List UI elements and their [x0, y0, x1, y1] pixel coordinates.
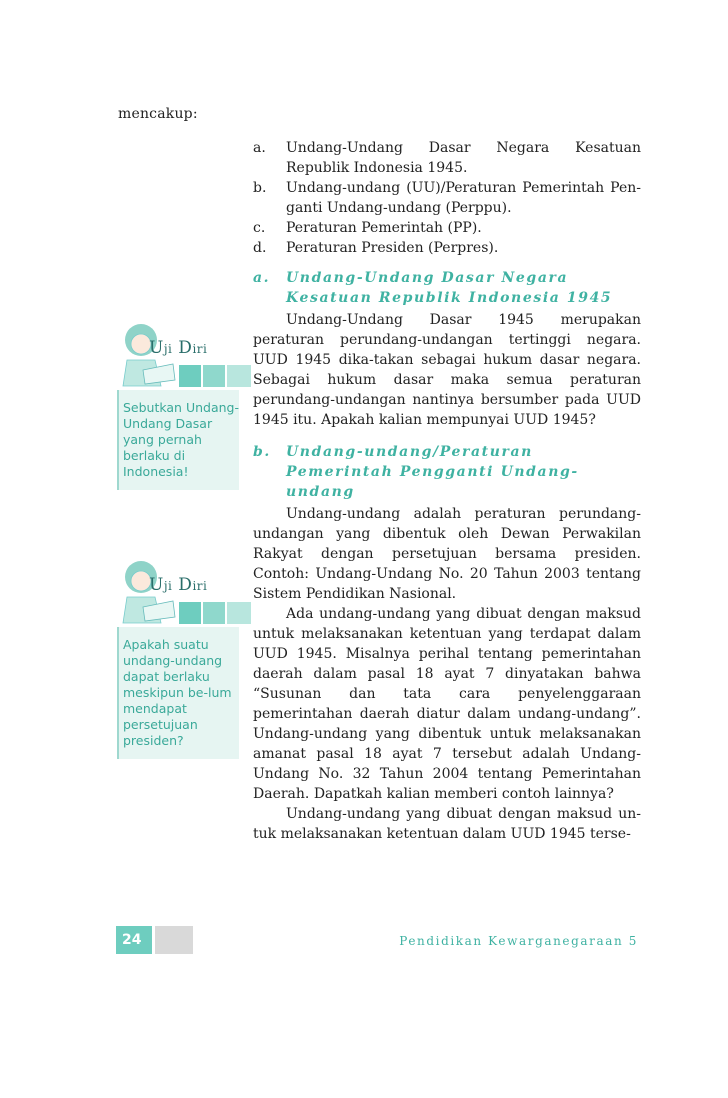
decor-bars: [179, 602, 251, 624]
uji-diri-title: Uji Diri: [149, 575, 208, 595]
section-b-paragraph-2: Ada undang-undang yang dibuat dengan maksud untuk melaksanakan ketentuan yang terdapat dalam UUD 1945. Misalnya perihal tentang pemerintahan daerah dalam pasal 18 ayat 7 dinyatakan bahwa “Susunan dan tata cara penyelenggaraan pemerintahan daerah diatur dalam undang-undang”. Undang-undang yang dibentuk untuk melaksanakan amanat pasal 18 ayat 7 tersebut adalah Undang-Undang No. 32 Tahun 2004 tentang Pemerintahan Daerah. Dapatkah kalian memberi contoh lainnya?: [253, 606, 641, 802]
uji-diri-question-box: [117, 627, 239, 759]
page-number: 24: [116, 926, 152, 954]
list-label: d.: [253, 240, 267, 256]
list-label: a.: [253, 140, 266, 156]
decor-bars: [179, 365, 251, 387]
book-title: Pendidikan Kewarganegaraan 5: [399, 934, 638, 948]
main-column: [253, 138, 641, 844]
intro-text: mencakup:: [118, 106, 198, 122]
uji-diri-question: Sebutkan Undang-Undang Dasar yang pernah berlaku di Indonesia!: [123, 400, 239, 479]
section-a-heading: [253, 268, 641, 308]
section-a-title: Undang-Undang Dasar Negara Kesatuan Republik Indonesia 1945: [286, 270, 613, 306]
uji-diri-question-box: [117, 390, 239, 490]
list-text: Undang-undang (UU)/Peraturan Pemerintah Pen-ganti Undang-undang (Perppu).: [286, 180, 641, 216]
list-text: Peraturan Pemerintah (PP).: [286, 220, 482, 236]
list-item: [253, 218, 641, 238]
list-text: Peraturan Presiden (Perpres).: [286, 240, 499, 256]
list-item: [253, 178, 641, 218]
section-b-paragraph-1: Undang-undang adalah peraturan perundang-undangan yang dibentuk oleh Dewan Perwakilan Rakyat dengan persetujuan bersama presiden. Contoh: Undang-Undang No. 20 Tahun 2003 tentang Sistem Pendidikan Nasional.: [253, 506, 641, 602]
section-b-label: b.: [253, 444, 271, 460]
section-a-paragraph: Undang-Undang Dasar 1945 merupakan peraturan perundang-undangan tertinggi negara. UUD 1945 dika-takan sebagai hukum dasar negara. Sebagai hukum dasar maka semua peraturan perundang-undangan nantinya bersumber pada UUD 1945 itu. Apakah kalian mempunyai UUD 1945?: [253, 312, 641, 428]
section-a-label: a.: [253, 270, 271, 286]
list-label: b.: [253, 180, 267, 196]
section-b-title: Undang-undang/Peraturan Pemerintah Pengganti Undang-undang: [286, 444, 579, 500]
footer-decor-bar: [155, 926, 193, 954]
section-b-heading: [253, 442, 641, 502]
list-label: c.: [253, 220, 266, 236]
list-item: [253, 138, 641, 178]
uji-diri-question: Apakah suatu undang-undang dapat berlaku meskipun be-lum mendapat persetujuan presiden?: [123, 637, 232, 748]
list-text: Undang-Undang Dasar Negara Kesatuan Republik Indonesia 1945.: [286, 140, 641, 176]
list-item: [253, 238, 641, 258]
section-b-paragraph-3: Undang-undang yang dibuat dengan maksud un-tuk melaksanakan ketentuan dalam UUD 1945 terse-: [253, 806, 641, 842]
uji-diri-title: Uji Diri: [149, 338, 208, 358]
